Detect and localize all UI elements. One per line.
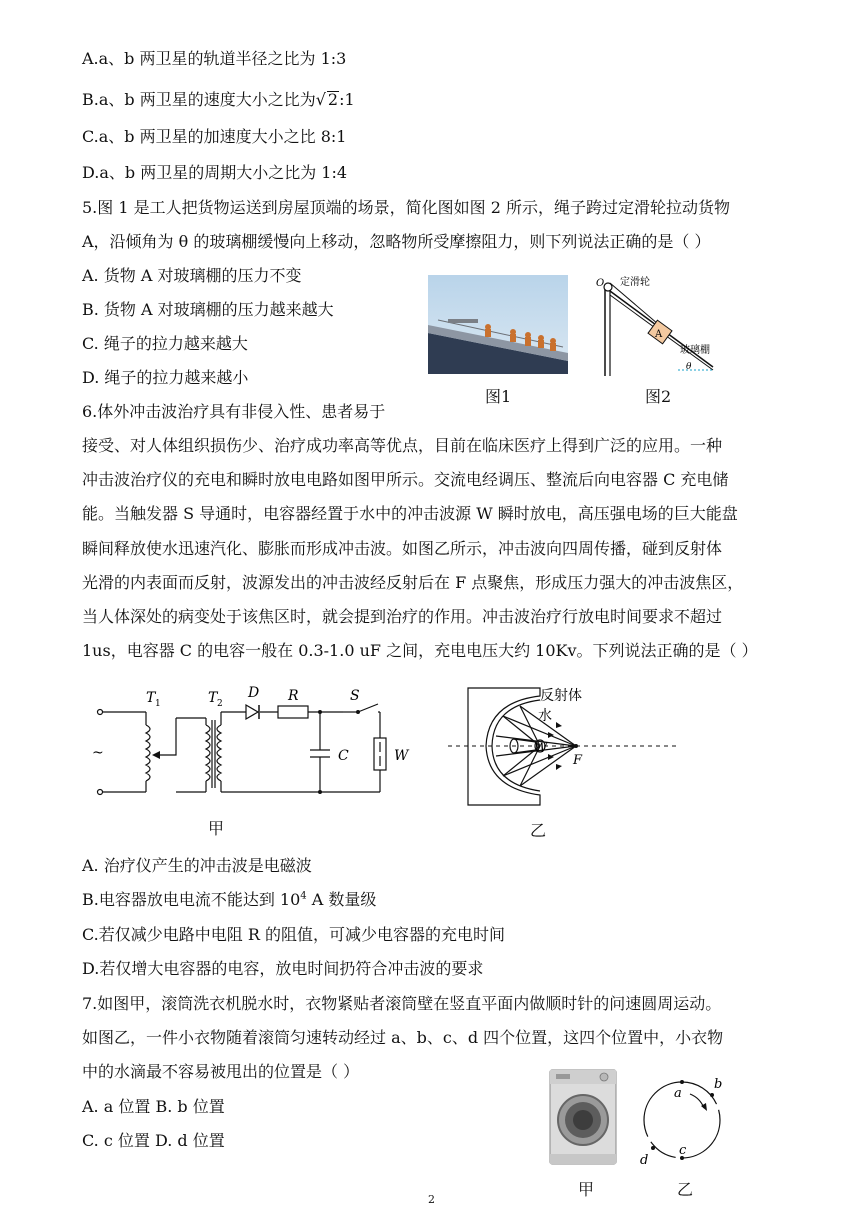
fig2-rope	[610, 283, 658, 324]
page-number: 2	[428, 1193, 435, 1206]
q6-line-8: 1us，电容器 C 的电容一般在 0.3-1.0 uF 之间，充电电压大约 10Kv。下列说法正确的是（ ）	[82, 641, 758, 660]
t2-label: T	[208, 690, 218, 706]
q5-option-a: A. 货物 A 对玻璃棚的压力不变	[82, 266, 302, 285]
q6-line-4: 能。当触发器 S 导通时，电容器经置于水中的冲击波源 W 瞬时放电，高压强电场的巨大能盘	[82, 504, 738, 523]
q4-option-c: C.a、b 两卫星的加速度大小之比 8:1	[82, 127, 347, 146]
q5-stem-line1: 5.图 1 是工人把货物运送到房屋顶端的场景，简化图如图 2 所示，绳子跨过定滑轮拉动货物	[82, 198, 730, 217]
circle-caption-yi: 乙	[677, 1180, 694, 1199]
fig1-photo	[428, 275, 568, 374]
q4-option-d: D.a、b 两卫星的周期大小之比为 1:4	[82, 163, 348, 182]
point-b	[710, 1093, 714, 1097]
q6-option-a: A. 治疗仪产生的冲击波是电磁波	[82, 856, 312, 875]
water-label: 水	[538, 708, 552, 724]
q7-options-row1: A. a 位置 B. b 位置	[82, 1097, 225, 1116]
q4-option-a: A.a、b 两卫星的轨道半径之比为 1:3	[82, 49, 347, 68]
diode-icon	[246, 705, 258, 719]
q6-line-6: 光滑的内表面而反射，波源发出的冲击波经反射后在 F 点聚焦，形成压力强大的冲击波焦区，	[82, 573, 744, 592]
q5-option-d: D. 绳子的拉力越来越小	[82, 368, 249, 387]
q4-option-b-sqrt: 2	[327, 90, 339, 109]
q6-option-d: D.若仅增大电容器的电容，放电时间扔符合冲击波的要求	[82, 959, 484, 978]
q6-option-b-prefix: B.电容器放电电流不能达到 10	[82, 890, 301, 909]
washing-machine-image	[548, 1068, 618, 1166]
w-source-label: W	[534, 741, 548, 756]
fig1-caption: 图1	[485, 387, 512, 406]
slider-arrow-icon	[152, 751, 160, 759]
q7-line-1: 7.如图甲，滚筒洗衣机脱水时，衣物紧贴者滚筒壁在竖直平面内做顺时针的问速圆周运动。	[82, 994, 722, 1013]
fig2-glass-label: 玻璃棚	[680, 345, 710, 356]
t1-label: T	[146, 690, 156, 706]
q6-option-b-suffix: A 数量级	[306, 890, 377, 909]
q6-option-b	[82, 890, 376, 910]
label-d: d	[640, 1153, 649, 1168]
point-d	[651, 1146, 655, 1150]
point-a	[680, 1080, 684, 1084]
fig2-theta: θ	[686, 362, 692, 372]
q6-line-3: 冲击波治疗仪的充电和瞬时放电电路如图甲所示。交流电经调压、整流后向电容器 C 充电储	[82, 470, 729, 489]
circle-diagram	[632, 1068, 742, 1172]
fig2-o-label: O	[596, 278, 605, 289]
fig2-pulley-label: 定滑轮	[620, 277, 650, 288]
q6-option-b-sup: 4	[300, 890, 307, 902]
reflector-label: 反射体	[540, 688, 582, 704]
q6-option-c: C.若仅减少电路中电阻 R 的阻值，可减少电容器的充电时间	[82, 925, 505, 944]
q6-line-7: 当人体深处的病变处于该焦区时，就会提到治疗的作用。冲击波治疗行放电时间要求不超过	[82, 607, 723, 626]
q7-line-2: 如图乙，一件小衣物随着滚筒匀速转动经过 a、b、c、d 四个位置，这四个位置中，小衣物	[82, 1028, 724, 1047]
d-label: D	[248, 685, 260, 701]
s-label: S	[350, 688, 360, 704]
r-label: R	[288, 688, 299, 704]
label-a: a	[674, 1086, 682, 1101]
q7-options-row2: C. c 位置 D. d 位置	[82, 1131, 225, 1150]
t1-sub: 1	[155, 699, 161, 709]
q5-stem-line2: A，沿倾角为 θ 的玻璃棚缓慢向上移动，忽略物所受摩擦阻力，则下列说法正确的是（ ）	[82, 232, 711, 251]
q7-line-3: 中的水滴最不容易被甩出的位置是（ ）	[82, 1062, 360, 1081]
q5-option-c: C. 绳子的拉力越来越大	[82, 334, 248, 353]
circuit-diagram	[88, 680, 423, 805]
q6-line-1: 6.体外冲击波治疗具有非侵入性、患者易于	[82, 402, 386, 421]
washer-caption-jia: 甲	[578, 1180, 595, 1199]
focus-point	[574, 744, 578, 748]
fig2-box-label: A	[655, 329, 663, 340]
sqrt-symbol: √	[315, 90, 326, 109]
fig2-caption: 图2	[645, 387, 672, 406]
q4-option-b	[82, 90, 355, 110]
circuit-caption-jia: 甲	[208, 819, 225, 838]
q5-option-b: B. 货物 A 对玻璃棚的压力越来越大	[82, 300, 334, 319]
reflector-caption-yi: 乙	[530, 821, 547, 840]
q4-option-b-suffix: :1	[339, 90, 355, 109]
ac-source-symbol: ~	[92, 745, 104, 761]
reflector-diagram	[448, 680, 678, 810]
f-focus-label: F	[573, 753, 583, 768]
q6-line-2: 接受、对人体组织损伤少、治疗成功率高等优点，目前在临床医疗上得到广泛的应用。一种	[82, 436, 723, 455]
c-label: C	[338, 748, 349, 764]
w-label: W	[394, 748, 409, 764]
label-c: c	[679, 1143, 687, 1158]
q6-line-5: 瞬间释放使水迅速汽化、膨胀而形成冲击波。如图乙所示，冲击波向四周传播，碰到反射体	[82, 539, 723, 558]
label-b: b	[714, 1077, 723, 1092]
q4-option-b-prefix: B.a、b 两卫星的速度大小之比为	[82, 90, 316, 109]
fig2-incline-diagram	[588, 272, 718, 378]
t2-sub: 2	[217, 699, 223, 709]
